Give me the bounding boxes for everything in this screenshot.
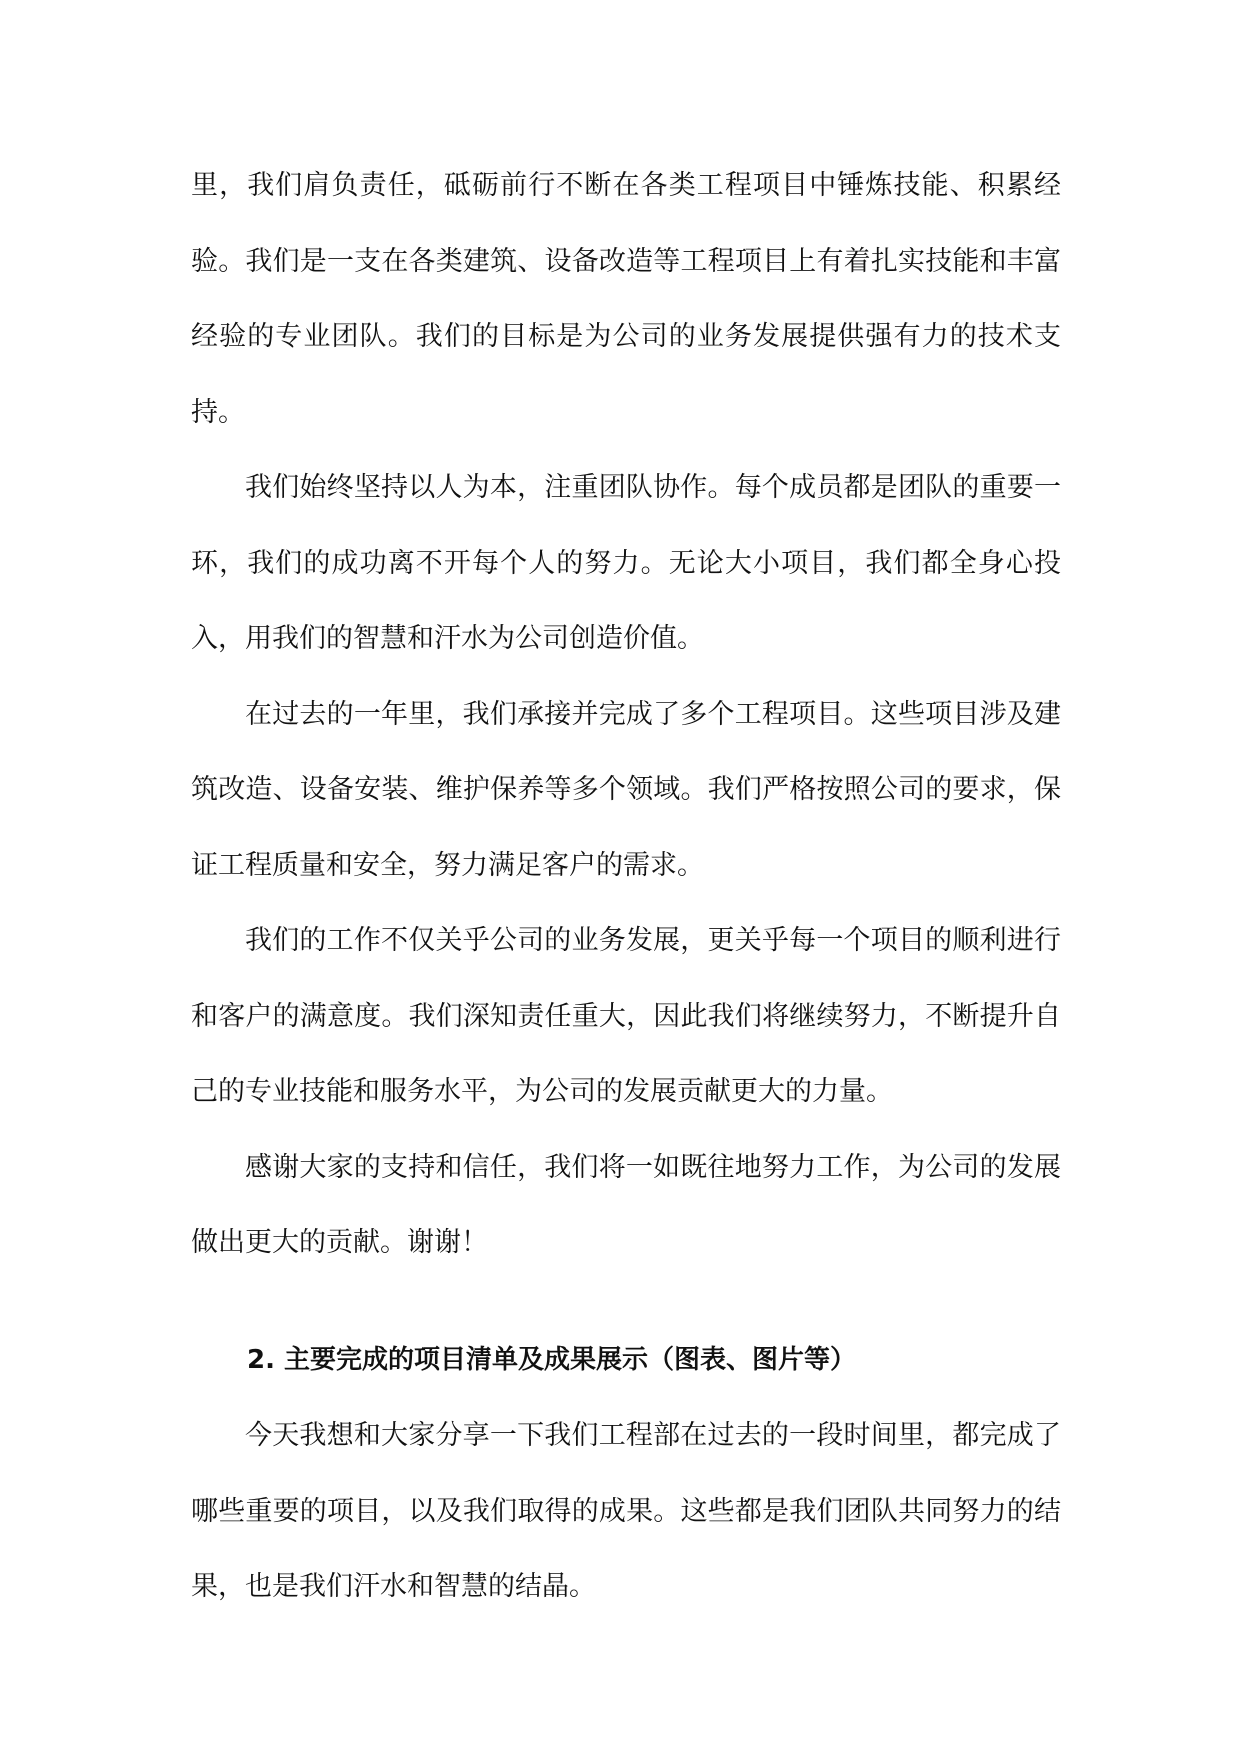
paragraph-team-philosophy: 我们始终坚持以人为本，注重团队协作。每个成员都是团队的重要一环，我们的成功离不开每个人的努力。无论大小项目，我们都全身心投入，用我们的智慧和汗水为公司创造价值。	[191, 472, 1061, 654]
paragraph-thanks: 感谢大家的支持和信任，我们将一如既往地努力工作，为公司的发展做出更大的贡献。谢谢！	[191, 1151, 1061, 1258]
section-heading: 2. 主要完成的项目清单及成果展示（图表、图片等）	[247, 1344, 857, 1375]
paragraph-continuation: 里，我们肩负责任，砥砺前行不断在各类工程项目中锤炼技能、积累经验。我们是一支在各类建筑、设备改造等工程项目上有着扎实技能和丰富经验的专业团队。我们的目标是为公司的业务发展提供强有力的技术支持。	[191, 170, 1061, 428]
paragraph-responsibility: 我们的工作不仅关乎公司的业务发展，更关乎每一个项目的顺利进行和客户的满意度。我们深知责任重大，因此我们将继续努力，不断提升自己的专业技能和服务水平，为公司的发展贡献更大的力量。	[191, 925, 1061, 1107]
paragraph-past-year: 在过去的一年里，我们承接并完成了多个工程项目。这些项目涉及建筑改造、设备安装、维护保养等多个领域。我们严格按照公司的要求，保证工程质量和安全，努力满足客户的需求。	[191, 698, 1061, 881]
document-body	[191, 148, 1061, 1625]
paragraph-section-intro: 今天我想和大家分享一下我们工程部在过去的一段时间里，都完成了哪些重要的项目，以及我们取得的成果。这些都是我们团队共同努力的结果，也是我们汗水和智慧的结晶。	[191, 1420, 1061, 1602]
